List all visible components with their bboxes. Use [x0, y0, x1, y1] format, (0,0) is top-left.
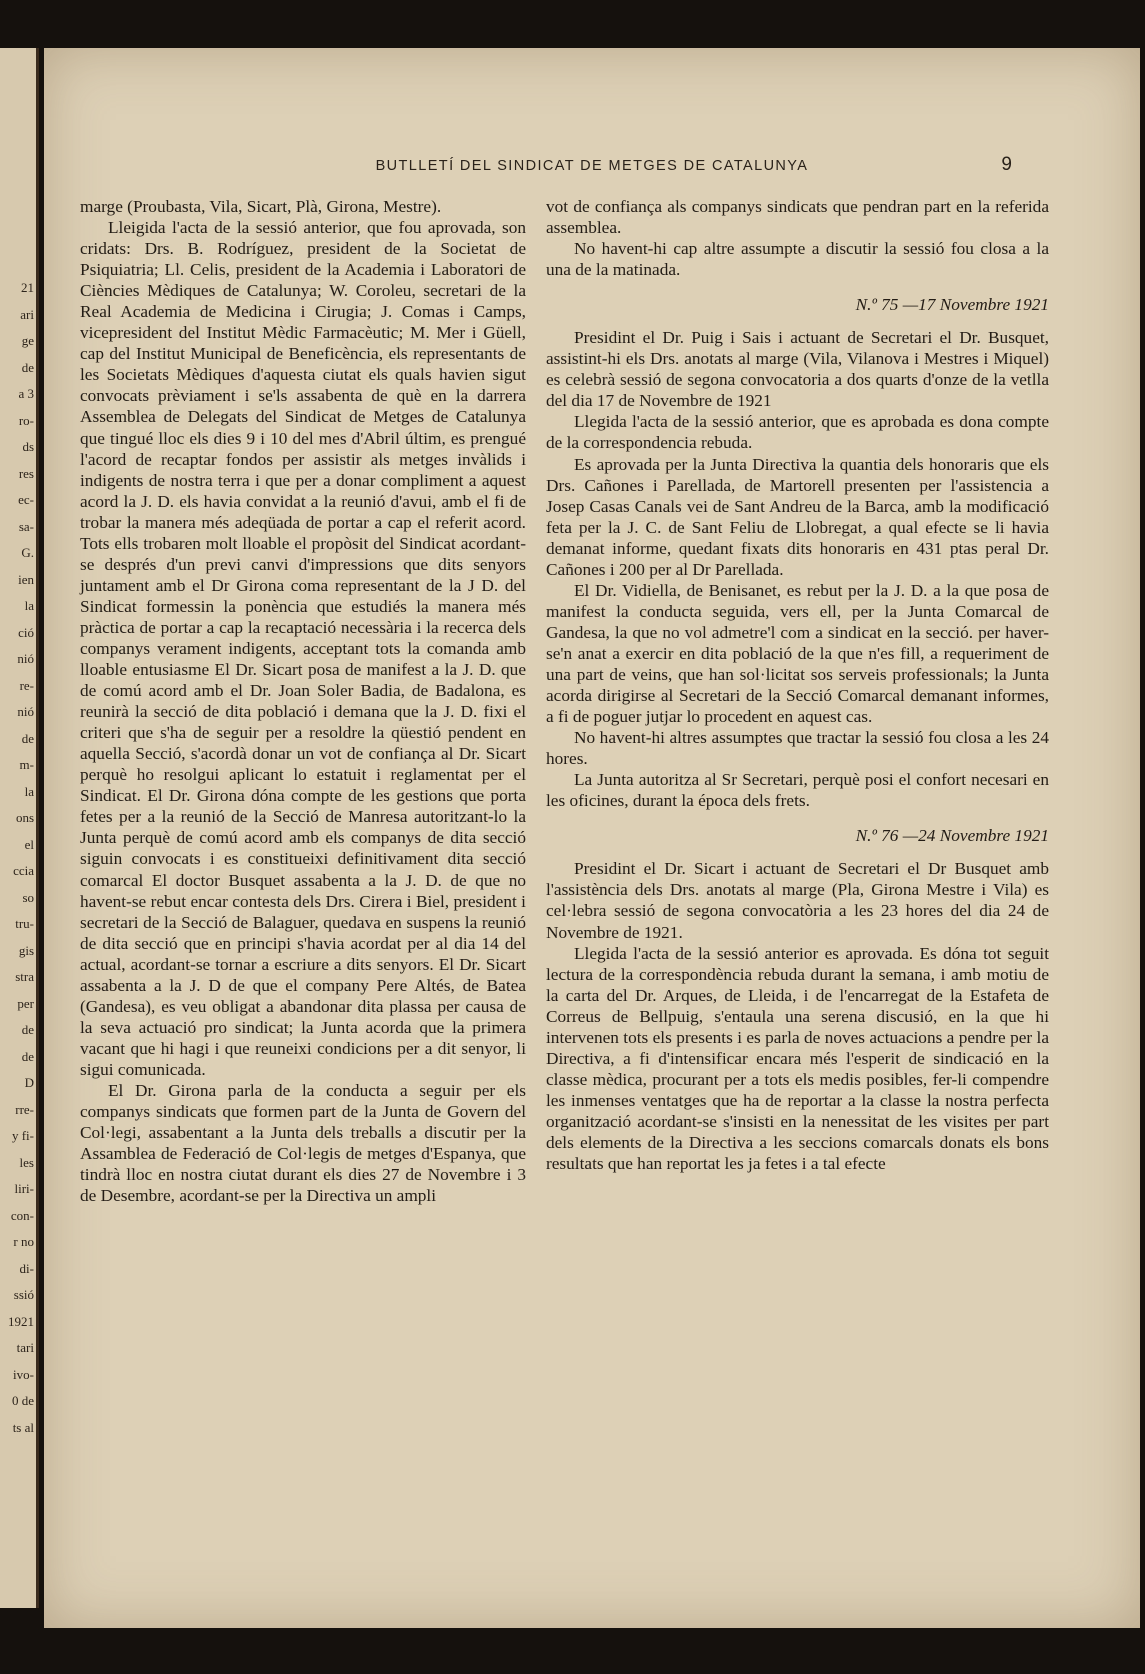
page-number: 9	[1001, 154, 1012, 175]
paragraph: marge (Proubasta, Vila, Sicart, Plà, Girona, Mestre).	[80, 197, 442, 216]
spine-text-fragment: nió	[17, 704, 34, 719]
paragraph: Llegida l'acta de la sessió anterior, que es aprobada es dona compte de la correspondencia rebuda.	[546, 412, 1049, 453]
spine-text-fragment: ari	[20, 306, 34, 322]
spine-text-fragment: ro-	[18, 412, 34, 428]
spine-text-fragment: ien	[18, 571, 34, 587]
paragraph: Lleigida l'acta de la sessió anterior, que fou aprovada, son cridats: Drs. B. Rodríguez, president de la Societat de Psiquiatria; Ll. Celis, president de la Academia i Laboratori de Ciències Mèdiques de Catalunya; W. Coroleu, secretari de la Real Academia de Medicina i Cirugia; J. Comas i Camps, vicepresident del Institut Mèdic Farmacèutic; M. Mer i Güell, cap del Institut Municipal de Beneficència, els representants de les Societats Mèdiques d'aquesta ciutat els quals havien sigut convocats prèviament i se'ls assabenta de què en la darrera Assemblea de Delegats del Sindicat de Metges de Catalunya que tingué lloc els dies 9 i 10 del mes d'Abril últim, es prengué l'acord de recaptar fondos per assistir als metges invàlids i indigents de nostra terra i que per a donar compliment a aquest acord la J. D. els havia convidat a la reunió d'avui, amb el fi de trobar la manera més adeqüada de portar a cap el referit acord. Tots ells trobaren molt lloable el propòsit del Sindicat acordant-se després d'un previ canvi d'impressions que dits senyors juntament amb el Dr Girona coma representant de la J D. del Sindicat formessin la ponència que estudiés la manera més pràctica de portar a cap la recaptació necessària i la recerca dels companys verament indigents, acceptant tots la comanda amb lloable entusiasme El Dr. Sicart posa de manifest a la J. D. que de comú acord amb el Dr. Joan Soler Badia, de Badalona, es reunirà la secció de dita població i demana que la J. D. fixi el criteri que s'ha de seguir per a resoldre la qüestió pendent en aquella Secció, s'acordà donar un vot de confiança al Dr. Sicart perquè ho resolgui aplicant lo estatuit i reglamentat per el Sindicat. El Dr. Girona dóna compte de les gestions que porta fetes per a la reunió de la Secció de Manresa autoritzant-lo la Junta perquè de comú acord amb els companys de dita secció siguin convocats i es constitueixi definitivament dita secció comarcal El doctor Busquet assabenta a la J. D. de que no havent-se rebut encar contesta dels Drs. Cirera i Biel, president i secretari de la Secció de Balaguer, quedava en suspens la reunió de dita secció que en principi s'havia acordat per al dia 14 del actual, acordant-se tornar a escriure a dits senyors. El Dr. Sicart assabenta a la J. D de que el company Pere Altés, de Batea (Gandesa), es veu obligat a abandonar dita plassa per causa de la seva actuació pro sindicat; la Junta acorda que la primera vacant que hi hagi i que reuneixi condicions per a dit senyor, li sigui comunicada.	[80, 218, 526, 1079]
spine-text-fragment: tru-	[15, 916, 34, 931]
spine-text-fragment: la	[24, 598, 34, 613]
spine-text-fragment: ge	[21, 333, 34, 348]
spine-text-fragment: a 3	[18, 386, 34, 401]
spine-text-fragment: ccia	[13, 863, 34, 878]
spine-text-fragment: res	[18, 465, 34, 481]
paragraph: El Dr. Vidiella, de Benisanet, es rebut per la J. D. a la que posa de manifest la conducta seguida, vers ell, per la Junta Comarcal de Gandesa, la que no vol admetre'l com a sindicat en la secció. per haver-se'n anat a exercir en dita població de la que n'es fill, a requeriment de una part de veins, que han sol·licitat sos serveis professionals; la Junta acorda dirigirse al Secretari de la Secció Comarcal demanant informes, a fi de poguer jutjar lo procedent en aquest cas.	[546, 580, 1049, 727]
spine-text-fragment: D	[24, 1075, 34, 1090]
spine-text-fragment: con-	[10, 1207, 34, 1223]
minutes-date: 17 Novembre 1921	[918, 295, 1049, 315]
paragraph: Presidint el Dr. Puig i Sais i actuant de Secretari el Dr. Busquet, assistint-hi els Drs. anotats al marge (Vila, Vilanova i Mestres i Miquel) es celebrà sessió de segona convocatoria a dos quarts d'onze de la vetlla del dia 17 de Novembre de 1921	[546, 328, 1049, 411]
spine-text-fragment: el	[24, 836, 34, 852]
paragraph: No havent-hi cap altre assumpte a discutir la sessió fou closa a la una de la matinada.	[546, 239, 1049, 280]
minutes-date: 24 Novembre 1921	[918, 826, 1049, 846]
adjacent-page-spine	[0, 48, 39, 1608]
spine-text-fragment: G.	[21, 545, 34, 560]
paragraph: La Junta autoritza al Sr Secretari, perquè posi el confort necesari en les oficines, durant la época dels frets.	[546, 770, 1049, 811]
spine-text-fragment: rre-	[15, 1101, 34, 1117]
minutes-heading: N.º 76 —24 Novembre 1921	[855, 826, 1049, 846]
spine-text-fragment: de	[21, 1022, 34, 1037]
paragraph: vot de confiança als companys sindicats que pendran part en la referida assemblea.	[546, 197, 1049, 238]
minutes-number: N.º 75	[855, 295, 899, 315]
paragraph: Llegida l'acta de la sessió anterior es aprovada. Es dóna tot seguit lectura de la correspondència rebuda durant la semana, i amb motiu de la carta del Dr. Arques, de Lleida, i de l'encarregat de la Estafeta de Correus de Bellpuig, s'entaula una serena discusió, en la que hi intervenen tots els presents i es parla de noves actuacions a pendre per la Directiva, a fi d'intensificar encara més l'esperit de sindicació en la classe mèdica, procurant per a tots els medis posibles, fer-li compendre les inmenses ventatges que ha de reportar a la classe la nostra perfecta organització acordant-se s'insisti en la nenessitat de les visites per part dels elements de la Directiva a les seccions comarcals donats els bons resultats que han reportat les ja fetes i a tal efecte	[546, 943, 1049, 1174]
spine-text-fragment: de	[21, 1048, 34, 1064]
spine-text-fragment: di-	[19, 1260, 34, 1276]
spine-text-fragment: per	[17, 995, 34, 1011]
spine-text-fragment: gis	[18, 942, 34, 958]
paragraph: No havent-hi altres assumptes que tractar la sessió fou closa a les 24 hores.	[546, 728, 1049, 769]
paragraph: Presidint el Dr. Sicart i actuant de Secretari el Dr Busquet amb l'assistència dels Drs. anotats al marge (Pla, Girona Mestre i Vila) es cel·lebra sessió de segona convocatòria a les 23 hores del dia 24 de Novembre de 1921.	[546, 859, 1049, 942]
left-column	[80, 196, 526, 1206]
spine-text-fragment: 1921	[8, 1313, 34, 1329]
spine-text-fragment: stra	[15, 969, 34, 984]
spine-text-fragment: y fi-	[11, 1128, 34, 1143]
spine-text-fragment: ts al	[12, 1419, 34, 1435]
paragraph: Es aprovada per la Junta Directiva la quantia dels honoraris que els Drs. Cañones i Parellada, de Martorell presenten per l'assistencia a Josep Casas Canals vei de Sant Andreu de la Barca, amb la modificació feta per la J. C. de Sant Feliu de Llobregat, a qual efecte se li havia demanat informe, quedant fixats dits honoraris en 431 ptas peral Dr. Cañones i 200 per al Dr Parellada.	[546, 454, 1049, 579]
spine-text-fragment: nió	[17, 651, 34, 666]
spine-text-fragment: tari	[16, 1340, 34, 1355]
spine-text-fragment: de	[21, 359, 34, 375]
spine-text-fragment: la	[24, 783, 34, 799]
spine-text-fragment: ció	[18, 624, 34, 640]
spine-text-fragment: de	[21, 730, 34, 746]
spine-text-fragment: 21	[21, 280, 34, 295]
document-page	[44, 48, 1140, 1628]
spine-text-fragment: so	[22, 889, 34, 905]
spine-text-fragment: ivo-	[13, 1366, 34, 1382]
spine-text-fragment: sa-	[18, 518, 34, 534]
spine-text-fragment: r no	[13, 1234, 34, 1249]
paragraph: El Dr. Girona parla de la conducta a seguir per els companys sindicats que formen part de la Junta de Govern del Col·legi, assabentant a la Junta dels treballs a discutir per la Assamblea de Federació de Col·legis de metges d'Espanya, que tindrà lloc en nostra ciutat durant els dies 27 de Novembre i 3 de Desembre, acordant-se per la Directiva un ampli	[80, 1080, 526, 1206]
spine-text-fragment: ec-	[18, 492, 34, 507]
spine-text-fragment: liri-	[14, 1181, 34, 1196]
spine-text-fragment: ons	[15, 810, 34, 825]
spine-text-fragment: re-	[19, 677, 34, 693]
minutes-number: N.º 76	[855, 826, 899, 846]
right-column	[546, 196, 1049, 1174]
minutes-heading: N.º 75 —17 Novembre 1921	[855, 295, 1049, 315]
spine-text-fragment: les	[19, 1154, 34, 1170]
spine-text-fragment: m-	[19, 757, 34, 772]
spine-text-fragment: ds	[22, 439, 34, 454]
spine-text-fragment: 0 de	[11, 1393, 34, 1408]
running-head: BUTLLETÍ DEL SINDICAT DE METGES DE CATALUNYA	[375, 158, 809, 174]
spine-text-fragment: ssió	[13, 1287, 34, 1302]
